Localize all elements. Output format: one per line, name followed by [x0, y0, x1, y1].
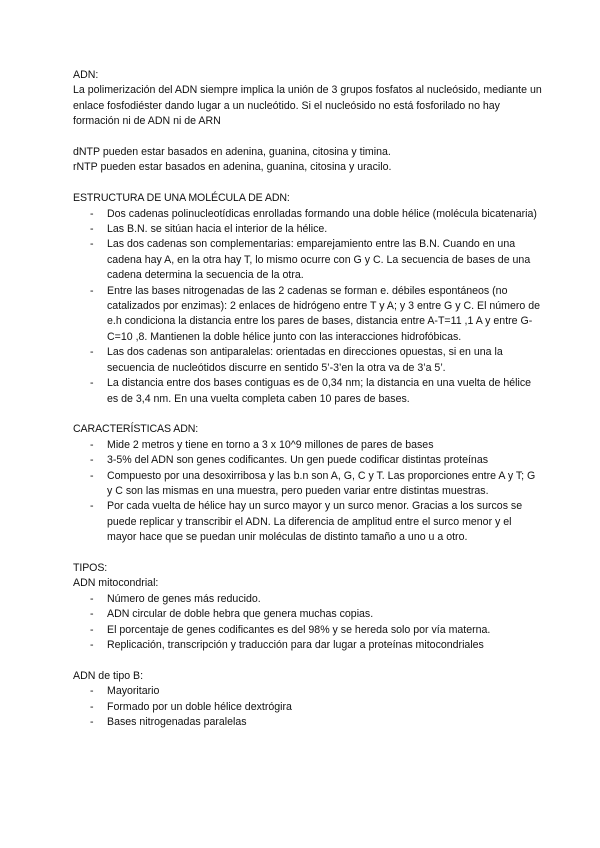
adn-intro-paragraph: La polimerización del ADN siempre implica la unión de 3 grupos fosfatos al nucleósido, mediante un enlace fosfodiéster dando lugar a un nucleótido. Si el nucleósido no está fosforilado no hay formación ni de ADN ni de ARN [73, 84, 542, 128]
list-item: - Mide 2 metros y tiene en torno a 3 x 10^9 millones de pares de bases [73, 438, 543, 453]
list-item: - Por cada vuelta de hélice hay un surco mayor y un surco menor. Gracias a los surcos se puede replicar y transcribir el ADN. La diferencia de amplitud entre el surco menor y el mayor hace que se puedan unir moléculas de distinto tamaño a uno u a otro. [73, 499, 543, 545]
tipo-b-list [73, 684, 543, 730]
list-item: - El porcentaje de genes codificantes es del 98% y se hereda solo por vía materna. [73, 623, 543, 638]
list-item: - Las dos cadenas son complementarias: emparejamiento entre las B.N. Cuando en una cadena hay A, en la otra hay T, lo mismo ocurre con G y C. La secuencia de bases de una cadena determina la secuencia de la otra. [73, 237, 543, 283]
mitocondrial-heading: ADN mitocondrial: [73, 577, 159, 590]
list-item: - La distancia entre dos bases contiguas es de 0,34 nm; la distancia en una vuelta de hélice es de 3,4 nm. En una vuelta completa caben 10 pares de bases. [73, 376, 543, 407]
tipos-heading: TIPOS: [73, 561, 108, 574]
list-item: - Mayoritario [73, 684, 543, 699]
caracteristicas-heading: CARACTERÍSTICAS ADN: [73, 423, 199, 436]
list-item: - ADN circular de doble hebra que genera muchas copias. [73, 607, 543, 622]
list-item: - Formado por un doble hélice dextrógira [73, 700, 543, 715]
estructura-heading: ESTRUCTURA DE UNA MOLÉCULA DE ADN: [73, 192, 290, 205]
list-item: - Número de genes más reducido. [73, 592, 543, 607]
list-item: - Compuesto por una desoxirribosa y las b.n son A, G, C y T. Las proporciones entre A y T; G y C son las mismas en una muestra, pero pueden variar entre distintas muestras. [73, 469, 543, 500]
list-item: - Replicación, transcripción y traducción para dar lugar a proteínas mitocondriales [73, 638, 543, 653]
list-item: - 3-5% del ADN son genes codificantes. Un gen puede codificar distintas proteínas [73, 453, 543, 468]
dntp-line: dNTP pueden estar basados en adenina, guanina, citosina y timina. [73, 146, 391, 159]
rntp-line: rNTP pueden estar basados en adenina, guanina, citosina y uracilo. [73, 161, 392, 174]
list-item: - Las dos cadenas son antiparalelas: orientadas en direcciones opuestas, si en una la secuencia de nucleótidos discurre en sentido 5’-3’en la otra va de 3’a 5’. [73, 345, 543, 376]
list-item: - Dos cadenas polinucleotídicas enrolladas formando una doble hélice (molécula bicatenaria) [73, 207, 543, 222]
tipo-b-heading: ADN de tipo B: [73, 669, 144, 682]
document-page [73, 68, 543, 730]
estructura-list [73, 207, 543, 407]
adn-title: ADN: [73, 69, 99, 81]
list-item: - Entre las bases nitrogenadas de las 2 cadenas se forman e. débiles espontáneos (no catalizados por enzimas): 2 enlaces de hidrógeno entre T y A; y 3 entre G y C. El número de e.h condiciona la distancia entre los pares de bases, distancia entre A-T=11 ,1 A y entre G-C=10 ,8. Mantienen la doble hélice junto con las interacciones hidrofóbicas. [73, 284, 543, 346]
list-item: - Las B.N. se sitúan hacia el interior de la hélice. [73, 222, 543, 237]
caracteristicas-list [73, 438, 543, 546]
mitocondrial-list [73, 592, 543, 654]
list-item: - Bases nitrogenadas paralelas [73, 715, 543, 730]
